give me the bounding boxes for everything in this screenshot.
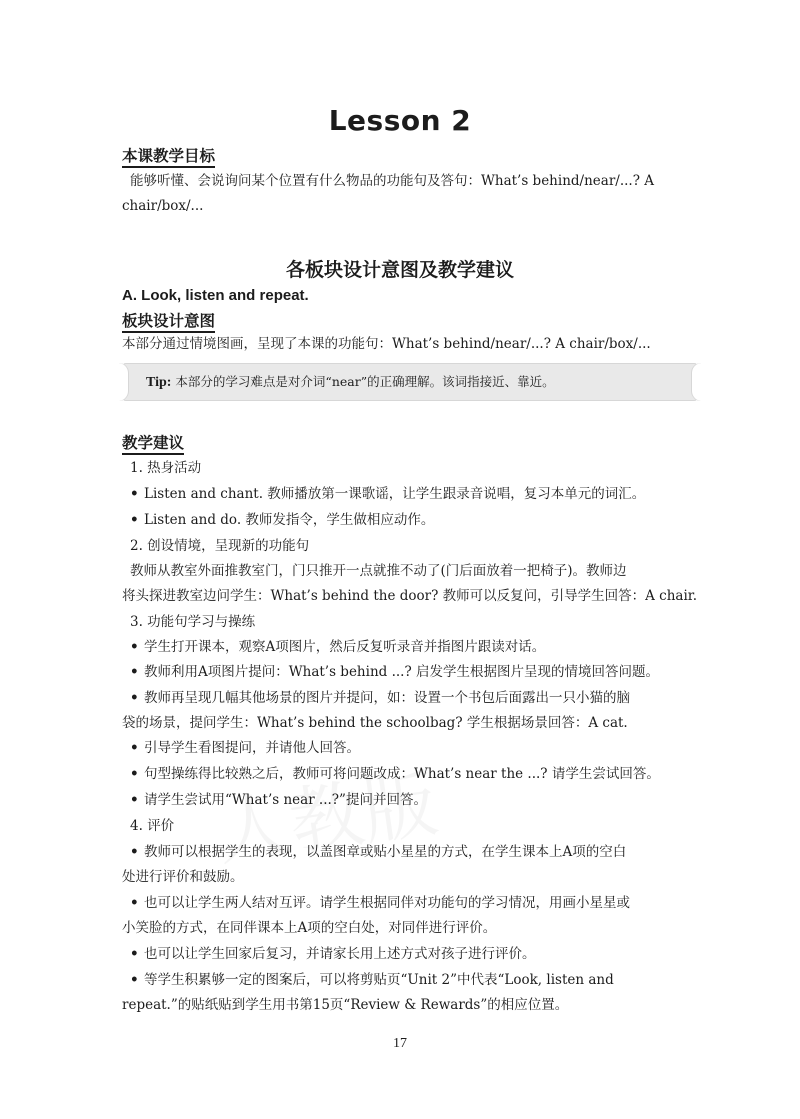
objective-heading: 本课教学目标: [122, 146, 215, 168]
lesson-title: Lesson 2: [328, 104, 472, 137]
step-heading-2: 2. 创设情境，呈现新的功能句: [130, 538, 310, 554]
bullet-item: [130, 510, 710, 530]
bullet-item: [130, 688, 710, 708]
bullet-icon: •: [130, 844, 139, 860]
bullet-text: 学生打开课本，观察A项图片，然后反复听录音并指图片跟读对话。: [144, 639, 546, 655]
bullet-text: 教师可以根据学生的表现，以盖图章或贴小星星的方式，在学生课本上A项的空白: [144, 844, 627, 860]
bullet-icon: •: [130, 639, 139, 655]
bullet-icon: •: [130, 766, 139, 782]
bullet-icon: •: [130, 512, 139, 528]
objective-line-1: 能够听懂、会说询问某个位置有什么物品的功能句及答句：What’s behind/near/...? A: [130, 173, 654, 189]
bullet-item: [130, 944, 710, 964]
step-heading-1: 1. 热身活动: [130, 460, 202, 476]
bullet-text: Listen and do. 教师发指令，学生做相应动作。: [144, 512, 435, 528]
bullet-icon: •: [130, 792, 139, 808]
bullet-icon: •: [130, 972, 139, 988]
objective-line-2: chair/box/...: [122, 198, 204, 214]
bullet-text: 教师再呈现几幅其他场景的图片并提问，如：设置一个书包后面露出一只小猫的脑: [144, 690, 630, 706]
step-heading-4: 4. 评价: [130, 818, 175, 834]
bullet-text: 引导学生看图提问，并请他人回答。: [144, 740, 360, 756]
paragraph-line: 处进行评价和鼓励。: [122, 869, 244, 885]
paragraph-line: repeat.”的贴纸贴到学生用书第15页“Review & Rewards”的相应位置。: [122, 997, 569, 1013]
bullet-item: [130, 738, 710, 758]
bullet-item: [130, 842, 710, 862]
bullet-item: [130, 764, 710, 784]
bullet-icon: •: [130, 895, 139, 911]
intent-text: 本部分通过情境图画，呈现了本课的功能句：What’s behind/near/...? A chair/box/...: [122, 336, 651, 352]
section-title: 各板块设计意图及教学建议: [285, 259, 514, 281]
tip-content: 本部分的学习难点是对介词“near”的正确理解。该词指接近、靠近。: [175, 374, 555, 389]
block-title: A. Look, listen and repeat.: [122, 287, 309, 304]
bullet-text: 句型操练得比较熟之后，教师可将问题改成：What’s near the ...? 请学生尝试回答。: [144, 766, 660, 782]
bullet-icon: •: [130, 740, 139, 756]
bullet-text: 等学生积累够一定的图案后，可以将剪贴页“Unit 2”中代表“Look, listen and: [144, 972, 614, 988]
bullet-icon: •: [130, 664, 139, 680]
bullet-icon: •: [130, 946, 139, 962]
tip-box: [122, 363, 698, 401]
tip-text-line: [146, 372, 555, 391]
paragraph-line: 教师从教室外面推教室门，门只推开一点就推不动了(门后面放着一把椅子)。教师边: [130, 563, 627, 579]
bullet-text: 也可以让学生回家后复习，并请家长用上述方式对孩子进行评价。: [144, 946, 536, 962]
paragraph-line: 小笑脸的方式，在同伴课本上A项的空白处，对同伴进行评价。: [122, 920, 497, 936]
bullet-text: 请学生尝试用“What’s near ...?”提问并回答。: [144, 792, 427, 808]
intent-heading: 板块设计意图: [122, 311, 215, 333]
bullet-item: [130, 637, 710, 657]
bullet-item: [130, 970, 710, 990]
bullet-icon: •: [130, 690, 139, 706]
step-heading-3: 3. 功能句学习与操练: [130, 614, 256, 630]
suggestions-heading: 教学建议: [122, 433, 184, 455]
bullet-item: [130, 790, 710, 810]
bullet-icon: •: [130, 486, 139, 502]
bullet-item: [130, 893, 710, 913]
bullet-item: [130, 662, 710, 682]
paragraph-line: 袋的场景，提问学生：What’s behind the schoolbag? 学生根据场景回答：A cat.: [122, 715, 628, 731]
bullet-item: [130, 484, 710, 504]
bullet-text: 也可以让学生两人结对互评。请学生根据同伴对功能句的学习情况，用画小星星或: [144, 895, 630, 911]
tip-label: Tip:: [146, 375, 172, 390]
paragraph-line: 将头探进教室边问学生：What’s behind the door? 教师可以反复问，引导学生回答：A chair.: [122, 588, 698, 604]
page-number: 17: [393, 1036, 407, 1051]
bullet-text: Listen and chant. 教师播放第一课歌谣，让学生跟录音说唱，复习本单元的词汇。: [144, 486, 646, 502]
bullet-text: 教师利用A项图片提问：What’s behind ...? 启发学生根据图片呈现的情境回答问题。: [144, 664, 659, 680]
